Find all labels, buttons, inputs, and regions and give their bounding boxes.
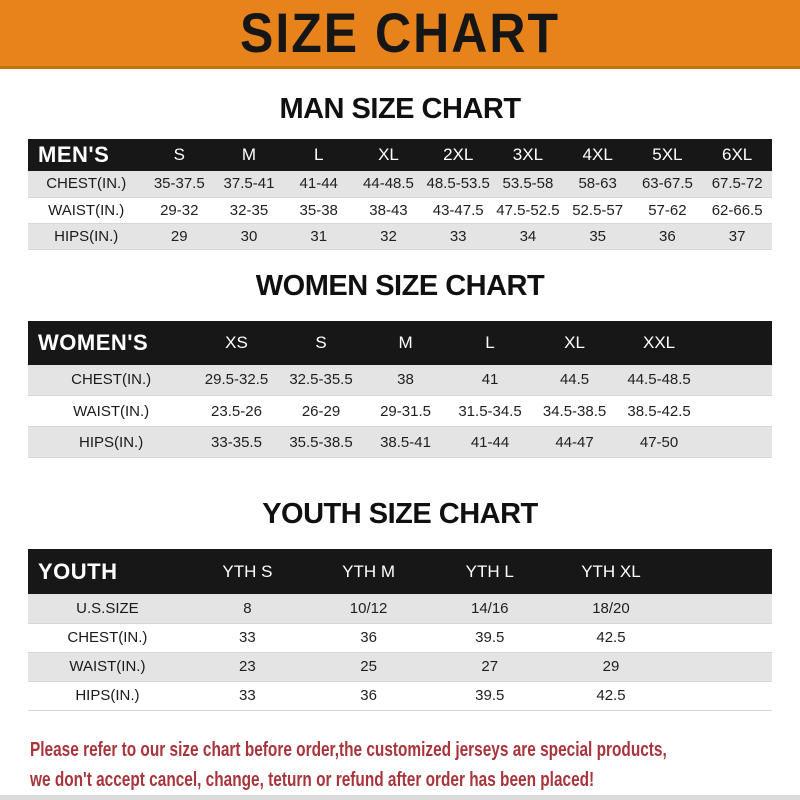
size-value-cell: 41-44 [470,433,510,451]
filler-cell [672,623,772,652]
women-size-table [28,321,772,459]
table-body [28,594,772,710]
table-header-row [28,139,772,171]
size-value-cell: 29-32 [160,201,199,219]
column-header: M [398,332,413,352]
women-header-label: WOMEN'S [38,329,149,355]
size-value-cell: 34 [519,227,537,245]
column-header: XL [378,145,399,164]
column-header: 4XL [582,145,613,164]
table-row [28,396,772,427]
size-value-cell: 32.5-35.5 [289,371,353,389]
size-value-cell: 36 [360,629,377,646]
size-value-cell: 37.5-41 [223,175,275,193]
size-value-cell: 35 [589,227,606,245]
size-value-cell: 53.5-58 [502,175,554,193]
column-header: YTH XL [581,561,641,581]
filler-cell [701,396,772,427]
size-value-cell: 10/12 [349,599,388,617]
size-value-cell: 31 [310,227,328,245]
size-value-cell: 44.5-48.5 [627,371,691,389]
column-header: 6XL [722,145,753,164]
size-value-cell: 57-62 [648,201,687,219]
column-header: YTH S [222,561,273,581]
column-header: XXL [643,332,676,352]
size-value-cell: 29 [602,658,620,675]
table-header-row [28,321,772,365]
men-size-chart-section [0,93,800,250]
size-value-cell: 27 [481,658,499,675]
size-value-cell: 58-63 [578,175,617,193]
disclaimer [0,735,800,795]
table-row [28,223,772,249]
size-value-cell: 35-38 [299,201,338,219]
column-header: XS [225,332,248,352]
women-section-heading: WOMEN SIZE CHART [255,269,545,302]
men-section-heading: MAN SIZE CHART [279,93,521,125]
size-value-cell: 63-67.5 [641,175,693,193]
disclaimer-line-2: we don't accept cancel, change, teturn or refund after order has been placed! [30,768,595,791]
size-value-cell: 23 [239,658,256,675]
size-value-cell: 36 [360,687,377,704]
row-label: WAIST(IN.) [48,201,125,219]
women-size-chart-section [0,270,800,459]
filler-cell [701,427,772,458]
size-value-cell: 36 [659,227,676,245]
filler-cell [672,652,772,681]
column-header: S [315,332,327,352]
table-body [28,365,772,458]
youth-size-table [28,549,772,711]
size-charts-container [0,93,800,711]
size-value-cell: 18/20 [592,599,630,617]
size-value-cell: 39.5 [475,687,505,704]
table-row [28,594,772,623]
table-row [28,623,772,652]
size-value-cell: 23.5-26 [211,402,262,420]
size-value-cell: 41 [481,371,499,389]
table-header [28,321,772,365]
table-row [28,681,772,710]
size-value-cell: 62-66.5 [711,201,763,219]
table-row [28,171,772,197]
size-value-cell: 31.5-34.5 [458,402,522,420]
size-value-cell: 35.5-38.5 [289,433,353,451]
size-value-cell: 33 [449,227,467,245]
disclaimer-line-1: Please refer to our size chart before order,the customized jerseys are special products, [30,738,667,761]
table-row [28,197,772,223]
table-header [28,549,772,594]
size-value-cell: 25 [360,658,377,675]
column-header: L [485,332,495,352]
size-value-cell: 44-47 [555,433,594,451]
row-label: HIPS(IN.) [75,687,140,704]
youth-header-label: YOUTH [38,558,118,584]
size-value-cell: 29.5-32.5 [204,371,269,389]
size-chart-banner [0,0,800,69]
size-value-cell: 44.5 [559,371,590,389]
size-value-cell: 32 [380,227,397,245]
table-row [28,365,772,396]
size-value-cell: 47-50 [639,433,679,451]
size-value-cell: 42.5 [596,687,626,704]
row-label: CHEST(IN.) [71,371,152,389]
column-header: L [313,145,324,164]
row-label: HIPS(IN.) [54,227,119,245]
table-header [28,139,772,171]
size-value-cell: 48.5-53.5 [426,175,490,193]
row-label: WAIST(IN.) [73,402,150,420]
size-value-cell: 33-35.5 [211,433,262,451]
size-value-cell: 33 [239,629,256,646]
size-value-cell: 43-47.5 [432,201,484,219]
size-value-cell: 38 [397,371,414,389]
row-label: HIPS(IN.) [79,433,144,451]
row-label: WAIST(IN.) [69,658,146,675]
size-value-cell: 42.5 [596,629,626,646]
size-value-cell: 29 [170,227,188,245]
filler-cell [701,365,772,396]
youth-section-heading: YOUTH SIZE CHART [262,498,538,530]
size-value-cell: 8 [243,599,252,617]
column-header: 5XL [652,145,683,164]
men-header-label: MEN'S [38,142,110,167]
size-value-cell: 35-37.5 [153,175,205,193]
row-label: CHEST(IN.) [46,175,127,193]
filler-cell [672,594,772,623]
size-value-cell: 38.5-42.5 [627,402,691,420]
size-value-cell: 34.5-38.5 [542,402,607,420]
column-header: XL [564,332,585,352]
youth-size-chart-section [0,498,800,711]
filler-cell [701,321,772,365]
size-value-cell: 26-29 [301,402,341,420]
table-body [28,171,772,249]
size-value-cell: 29-31.5 [380,402,431,420]
table-row [28,652,772,681]
column-header: 3XL [512,145,544,164]
men-size-table [28,139,772,250]
size-value-cell: 41-44 [299,175,338,193]
column-header: 2XL [443,145,474,164]
size-value-cell: 32-35 [229,201,269,219]
size-value-cell: 30 [240,227,258,245]
bottom-divider [0,795,800,800]
banner-title: SIZE CHART [240,1,560,65]
size-value-cell: 38.5-41 [380,433,431,451]
column-header: YTH M [342,561,396,581]
size-value-cell: 38-43 [369,201,408,219]
size-value-cell: 44-48.5 [363,175,414,193]
row-label: U.S.SIZE [76,599,139,617]
size-value-cell: 37 [728,227,746,245]
size-value-cell: 47.5-52.5 [496,201,560,219]
table-row [28,427,772,458]
table-header-row [28,549,772,594]
column-header: YTH L [465,561,514,581]
column-header: S [173,145,185,164]
filler-cell [672,549,772,594]
filler-cell [672,681,772,710]
size-value-cell: 67.5-72 [711,175,763,193]
size-value-cell: 39.5 [475,629,505,646]
row-label: CHEST(IN.) [67,629,148,646]
column-header: M [241,145,257,164]
size-value-cell: 52.5-57 [572,201,624,219]
size-value-cell: 33 [239,687,256,704]
size-value-cell: 14/16 [470,599,509,617]
